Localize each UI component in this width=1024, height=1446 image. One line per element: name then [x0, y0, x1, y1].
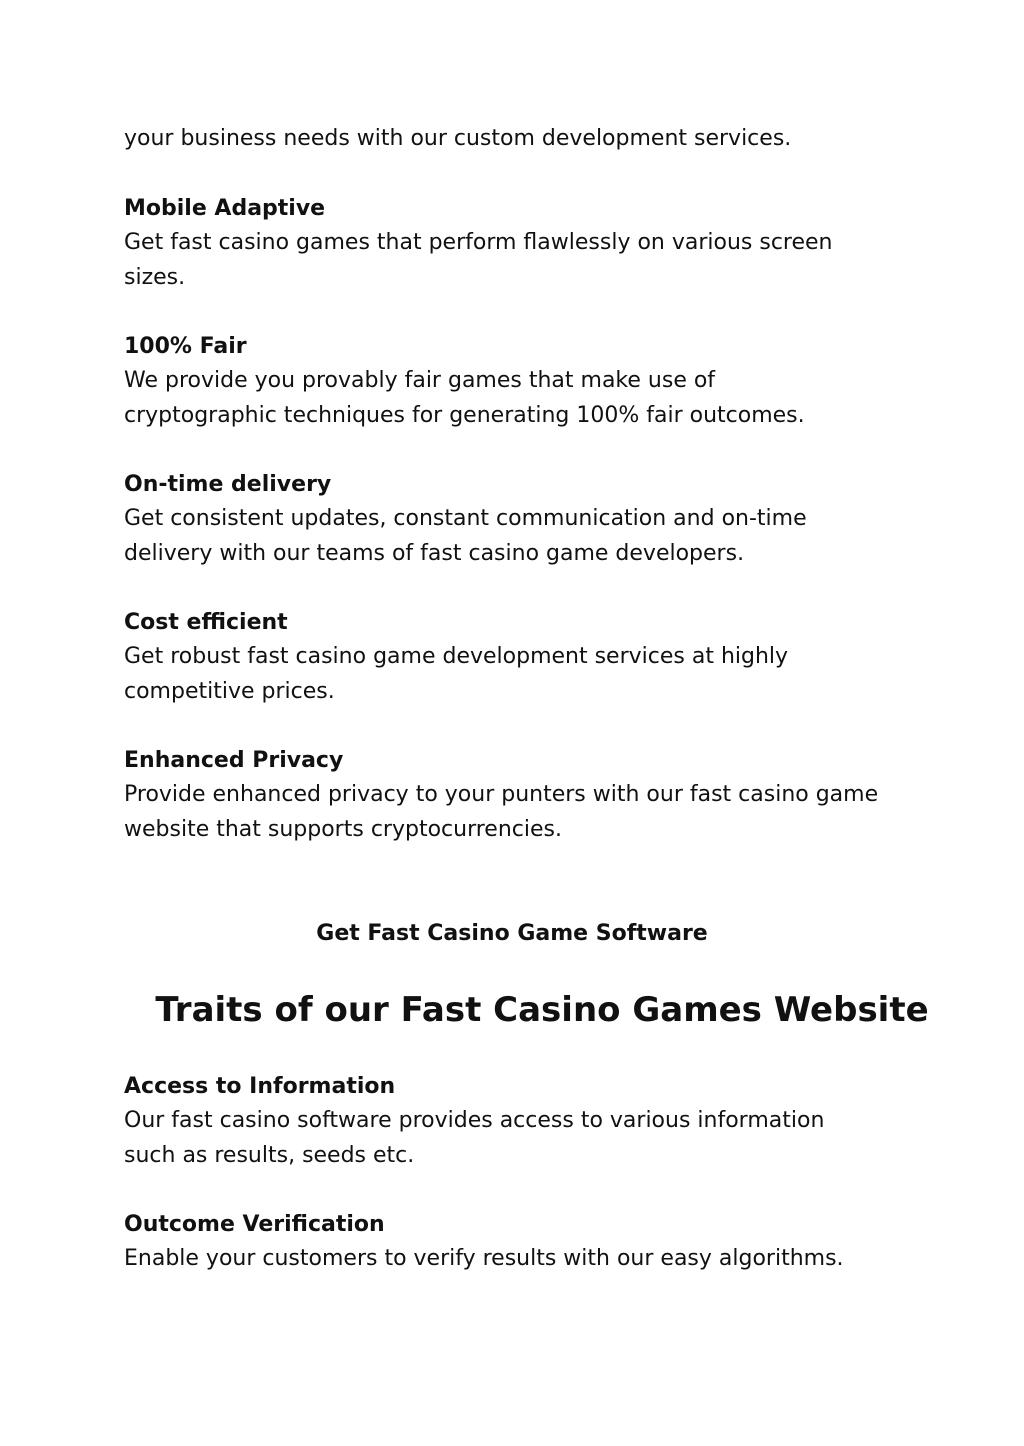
feature-desc-on-time-delivery: Get consistent updates, constant communication and on-time delivery with our teams of fast casino game developers. [124, 506, 807, 566]
feature-desc-cost-efficient: Get robust fast casino game development services at highly competitive prices. [124, 644, 789, 704]
feature-desc-enhanced-privacy: Provide enhanced privacy to your punters with our fast casino game website that supports cryptocurrencies. [124, 782, 879, 842]
feature-title-enhanced-privacy: Enhanced Privacy [124, 748, 344, 773]
trait-title-access-to-information: Access to Information [124, 1074, 396, 1099]
section-title: Traits of our Fast Casino Games Website [155, 990, 929, 1030]
trait-title-outcome-verification: Outcome Verification [124, 1212, 385, 1237]
feature-title-mobile-adaptive: Mobile Adaptive [124, 196, 326, 221]
feature-desc-fair: We provide you provably fair games that make use of cryptographic techniques for generating 100% fair outcomes. [124, 368, 805, 428]
intro-line: your business needs with our custom development services. [124, 126, 792, 151]
cta-text: Get Fast Casino Game Software [316, 921, 708, 946]
feature-title-fair: 100% Fair [124, 334, 247, 359]
feature-title-cost-efficient: Cost efficient [124, 610, 288, 635]
trait-desc-access-to-information: Our fast casino software provides access to various information such as results, seeds etc. [124, 1108, 825, 1168]
feature-title-on-time-delivery: On-time delivery [124, 472, 332, 497]
feature-desc-mobile-adaptive: Get fast casino games that perform flawlessly on various screen sizes. [124, 230, 833, 290]
trait-desc-outcome-verification: Enable your customers to verify results with our easy algorithms. [124, 1246, 844, 1271]
